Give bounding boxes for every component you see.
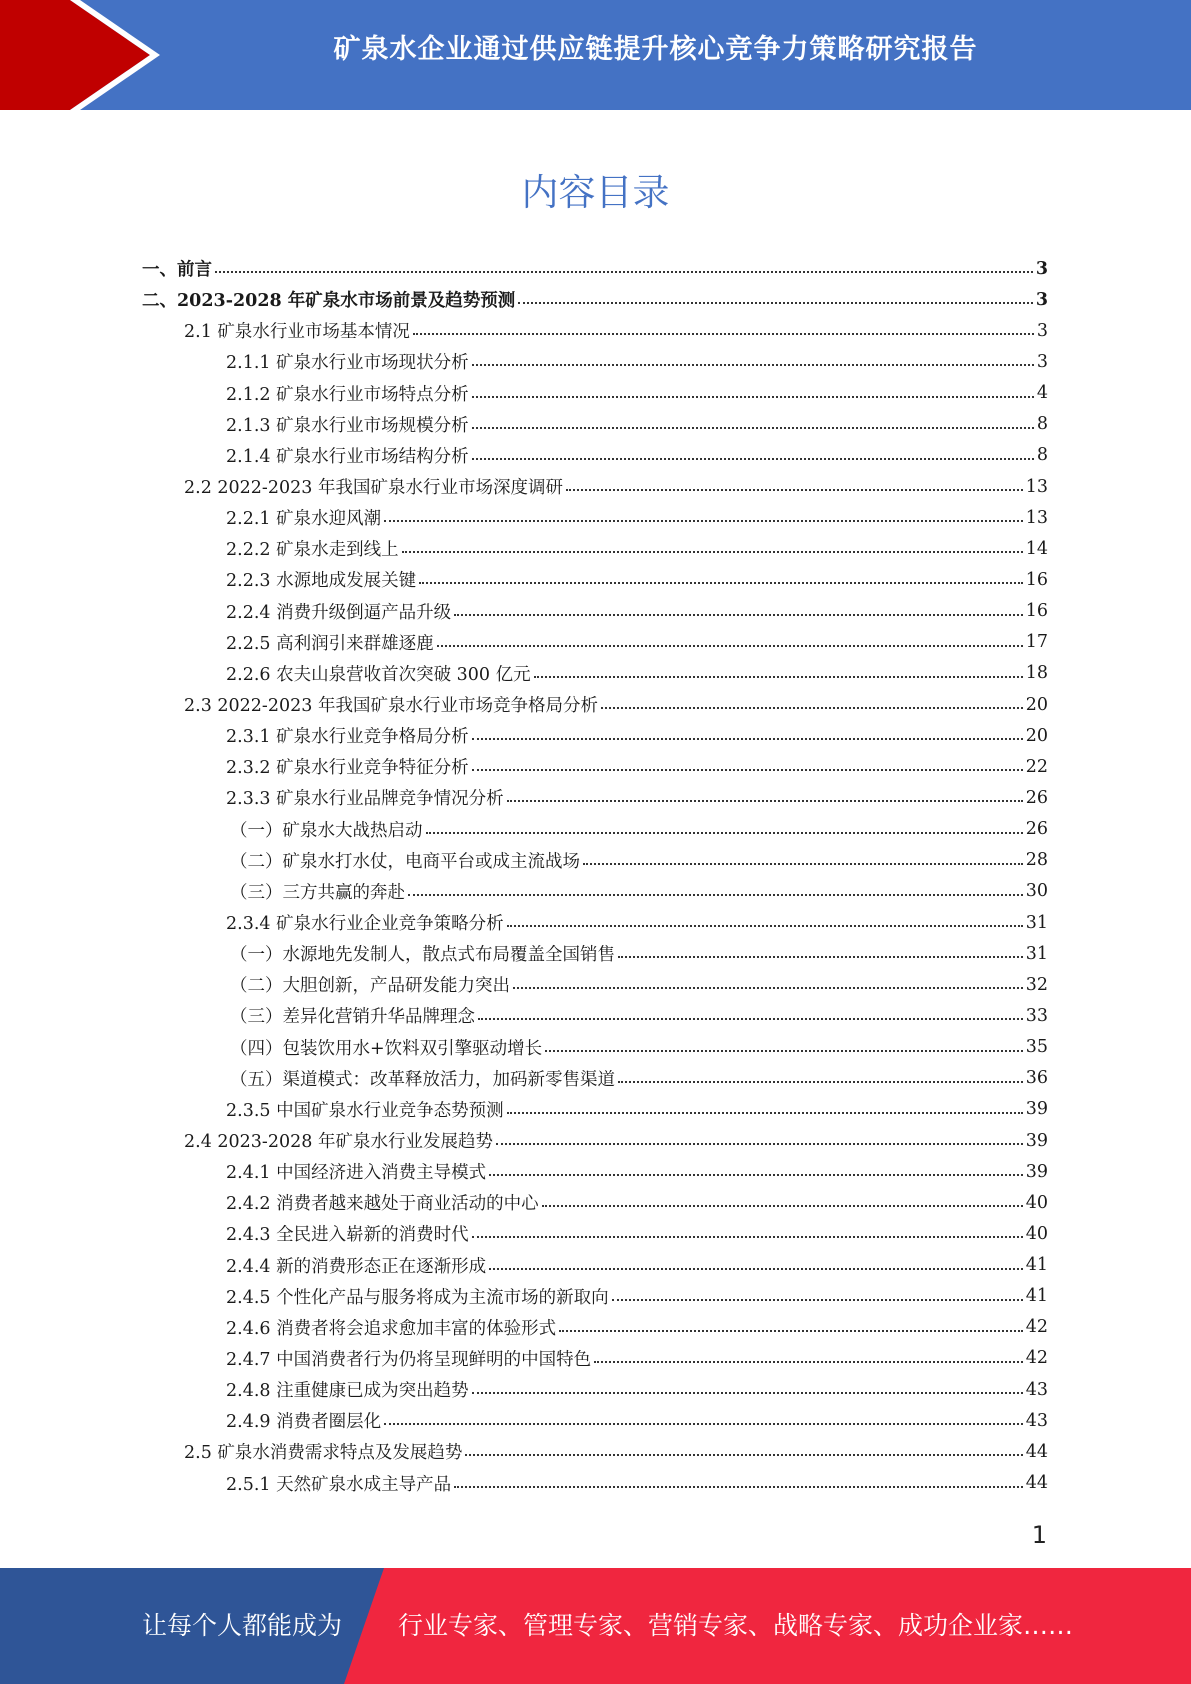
toc-dot-leader <box>472 737 1023 740</box>
toc-entry-page: 3 <box>1036 351 1048 372</box>
report-header <box>0 0 1191 110</box>
toc-entry-label: 2.2 2022-2023 年我国矿泉水行业市场深度调研 <box>184 478 563 499</box>
toc-dot-leader <box>513 986 1023 989</box>
toc-entry[interactable] <box>142 782 1048 813</box>
toc-entry-label: （三）差异化营销升华品牌理念 <box>230 1007 475 1028</box>
toc-entry-label: （二）大胆创新，产品研发能力突出 <box>230 976 510 997</box>
toc-entry-page: 41 <box>1025 1286 1048 1307</box>
toc-entry-label: 2.4.6 消费者将会追求愈加丰富的体验形式 <box>226 1318 557 1339</box>
toc-dot-leader <box>384 519 1023 522</box>
toc-entry-label: （一）矿泉水大战热启动 <box>230 820 423 841</box>
toc-dot-leader <box>594 1360 1023 1363</box>
toc-entry-label: 2.1.1 矿泉水行业市场现状分析 <box>226 353 469 374</box>
toc-entry-label: 2.1.2 矿泉水行业市场特点分析 <box>226 384 469 405</box>
toc-entry-page: 20 <box>1025 725 1048 746</box>
toc-entry[interactable] <box>142 502 1048 533</box>
toc-entry-page: 3 <box>1035 258 1048 279</box>
toc-entry-label: 2.3.1 矿泉水行业竞争格局分析 <box>226 727 469 748</box>
toc-entry[interactable] <box>142 876 1048 907</box>
toc-entry-label: 一、前言 <box>142 260 212 281</box>
toc-entry-label: （一）水源地先发制人，散点式布局覆盖全国销售 <box>230 945 615 966</box>
toc-entry[interactable] <box>142 1312 1048 1343</box>
toc-entry-page: 43 <box>1025 1410 1048 1431</box>
toc-entry-page: 3 <box>1036 320 1048 341</box>
toc-entry-label: 2.3.2 矿泉水行业竞争特征分析 <box>226 758 469 779</box>
toc-dot-leader <box>402 550 1023 553</box>
toc-entry-page: 30 <box>1025 881 1048 902</box>
toc-dot-leader <box>618 955 1023 958</box>
toc-entry[interactable] <box>142 907 1048 938</box>
toc-entry[interactable] <box>142 1187 1048 1218</box>
toc-entry-label: 2.2.2 矿泉水走到线上 <box>226 540 399 561</box>
toc-dot-leader <box>545 1049 1023 1052</box>
toc-entry-page: 17 <box>1025 632 1048 653</box>
toc-entry-label: 2.2.1 矿泉水迎风潮 <box>226 509 382 530</box>
toc-dot-leader <box>601 706 1023 709</box>
toc-entry-page: 22 <box>1025 756 1048 777</box>
toc-entry-page: 13 <box>1025 476 1048 497</box>
toc-entry-page: 4 <box>1036 383 1048 404</box>
toc-entry-page: 42 <box>1025 1317 1048 1338</box>
toc-entry[interactable] <box>142 533 1048 564</box>
toc-heading: 内容目录 <box>521 171 670 214</box>
toc-entry-label: 2.2.5 高利润引来群雄逐鹿 <box>226 633 434 654</box>
toc-entry-label: 2.4.1 中国经济进入消费主导模式 <box>226 1163 487 1184</box>
toc-entry[interactable] <box>142 1405 1048 1436</box>
footer-slogan-right: 行业专家、管理专家、营销专家、战略专家、成功企业家…… <box>398 1611 1074 1640</box>
toc-entry-page: 36 <box>1025 1068 1048 1089</box>
toc-entry-label: 2.4.8 注重健康已成为突出趋势 <box>226 1381 469 1402</box>
toc-dot-leader <box>489 1267 1023 1270</box>
toc-entry-label: （五）渠道模式：改革释放活力，加码新零售渠道 <box>230 1069 615 1090</box>
toc-entry-label: 2.4.5 个性化产品与服务将成为主流市场的新取向 <box>226 1287 609 1308</box>
toc-entry[interactable] <box>142 596 1048 627</box>
toc-dot-leader <box>496 1142 1023 1145</box>
toc-entry[interactable] <box>142 253 1048 284</box>
toc-entry-page: 3 <box>1035 289 1048 310</box>
toc-dot-leader <box>426 831 1023 834</box>
toc-entry-label: 2.1.3 矿泉水行业市场规模分析 <box>226 415 469 436</box>
toc-dot-leader <box>472 457 1034 460</box>
toc-entry-label: （二）矿泉水打水仗，电商平台或成主流战场 <box>230 851 580 872</box>
page-number: 1 <box>1031 1521 1047 1549</box>
toc-entry[interactable] <box>142 1156 1048 1187</box>
toc-entry-label: 2.3 2022-2023 年我国矿泉水行业市场竞争格局分析 <box>184 696 598 717</box>
toc-entry[interactable] <box>142 440 1048 471</box>
toc-dot-leader <box>618 1080 1023 1083</box>
toc-dot-leader <box>215 270 1033 273</box>
toc-entry-page: 43 <box>1025 1379 1048 1400</box>
footer-slogan-left: 让每个人都能成为 <box>142 1611 343 1640</box>
toc-entry-label: 2.3.3 矿泉水行业品牌竞争情况分析 <box>226 789 504 810</box>
toc-dot-leader <box>465 1453 1022 1456</box>
toc-entry-page: 33 <box>1025 1005 1048 1026</box>
toc-entry[interactable] <box>142 751 1048 782</box>
toc-entry[interactable] <box>142 1250 1048 1281</box>
toc-dot-leader <box>454 1485 1023 1488</box>
toc-entry-label: 2.1.4 矿泉水行业市场结构分析 <box>226 446 469 467</box>
toc-entry-page: 26 <box>1025 787 1048 808</box>
toc-entry[interactable] <box>142 1032 1048 1063</box>
toc-entry[interactable] <box>142 1343 1048 1374</box>
toc-dot-leader <box>518 301 1033 304</box>
toc-dot-leader <box>542 1204 1023 1207</box>
toc-entry[interactable] <box>142 720 1048 751</box>
toc-entry-page: 8 <box>1036 445 1048 466</box>
toc-entry-page: 31 <box>1025 912 1048 933</box>
toc-entry-label: （四）包装饮用水+饮料双引擎驱动增长 <box>230 1038 543 1059</box>
toc-entry-page: 8 <box>1036 414 1048 435</box>
toc-dot-leader <box>559 1329 1023 1332</box>
toc-entry-page: 35 <box>1025 1037 1048 1058</box>
toc-entry-label: 2.4.9 消费者圈层化 <box>226 1412 382 1433</box>
toc-entry-page: 39 <box>1025 1099 1048 1120</box>
toc-dot-leader <box>566 488 1023 491</box>
toc-entry-label: 2.5.1 天然矿泉水成主导产品 <box>226 1474 452 1495</box>
toc-entry-page: 44 <box>1025 1441 1048 1462</box>
toc-entry[interactable] <box>142 346 1048 377</box>
toc-entry-label: 2.2.3 水源地成发展关键 <box>226 571 417 592</box>
toc-dot-leader <box>507 924 1023 927</box>
toc-entry-page: 16 <box>1025 569 1048 590</box>
toc-dot-leader <box>472 426 1034 429</box>
toc-entry[interactable] <box>142 689 1048 720</box>
toc-entry[interactable] <box>142 845 1048 876</box>
table-of-contents <box>142 253 1048 1499</box>
toc-dot-leader <box>413 332 1034 335</box>
toc-entry-label: 2.1 矿泉水行业市场基本情况 <box>184 322 410 343</box>
toc-entry[interactable] <box>142 315 1048 346</box>
toc-entry[interactable] <box>142 409 1048 440</box>
toc-dot-leader <box>408 893 1023 896</box>
toc-entry-label: 2.4.3 全民进入崭新的消费时代 <box>226 1225 469 1246</box>
toc-entry[interactable] <box>142 969 1048 1000</box>
toc-entry[interactable] <box>142 1063 1048 1094</box>
toc-dot-leader <box>472 1235 1023 1238</box>
toc-entry-label: 2.2.4 消费升级倒逼产品升级 <box>226 602 452 623</box>
toc-entry-label: 2.4.4 新的消费形态正在逐渐形成 <box>226 1256 487 1277</box>
toc-entry-label: 2.5 矿泉水消费需求特点及发展趋势 <box>184 1443 463 1464</box>
toc-entry-page: 40 <box>1025 1192 1048 1213</box>
toc-dot-leader <box>437 644 1023 647</box>
toc-dot-leader <box>507 799 1023 802</box>
toc-dot-leader <box>612 1298 1023 1301</box>
toc-entry-page: 26 <box>1025 819 1048 840</box>
toc-entry-page: 32 <box>1025 974 1048 995</box>
toc-entry-page: 18 <box>1025 663 1048 684</box>
toc-entry-label: （三）三方共赢的奔赴 <box>230 882 405 903</box>
toc-dot-leader <box>583 862 1023 865</box>
toc-entry-label: 二、2023-2028 年矿泉水市场前景及趋势预测 <box>142 291 516 312</box>
toc-entry[interactable] <box>142 1000 1048 1031</box>
toc-entry-page: 44 <box>1025 1473 1048 1494</box>
toc-dot-leader <box>472 363 1034 366</box>
toc-entry[interactable] <box>142 564 1048 595</box>
toc-entry[interactable] <box>142 284 1048 315</box>
toc-entry[interactable] <box>142 1218 1048 1249</box>
toc-entry[interactable] <box>142 378 1048 409</box>
toc-entry-label: 2.3.4 矿泉水行业企业竞争策略分析 <box>226 914 504 935</box>
toc-dot-leader <box>472 1391 1023 1394</box>
toc-dot-leader <box>472 768 1023 771</box>
toc-entry-label: 2.4 2023-2028 年矿泉水行业发展趋势 <box>184 1132 493 1152</box>
toc-dot-leader <box>472 395 1034 398</box>
toc-entry[interactable] <box>142 1436 1048 1467</box>
toc-entry-page: 14 <box>1025 538 1048 559</box>
toc-entry-page: 31 <box>1025 943 1048 964</box>
toc-entry-page: 16 <box>1025 601 1048 622</box>
toc-dot-leader <box>534 675 1023 678</box>
toc-dot-leader <box>419 581 1023 584</box>
toc-entry[interactable] <box>142 1125 1048 1156</box>
toc-dot-leader <box>478 1017 1023 1020</box>
toc-entry[interactable] <box>142 938 1048 969</box>
toc-entry-page: 40 <box>1025 1223 1048 1244</box>
toc-dot-leader <box>384 1422 1023 1425</box>
toc-entry-page: 39 <box>1025 1130 1048 1151</box>
toc-entry[interactable] <box>142 627 1048 658</box>
toc-entry[interactable] <box>142 658 1048 689</box>
toc-entry[interactable] <box>142 1467 1048 1498</box>
toc-entry[interactable] <box>142 471 1048 502</box>
toc-entry[interactable] <box>142 1374 1048 1405</box>
toc-entry-page: 42 <box>1025 1348 1048 1369</box>
toc-entry-page: 39 <box>1025 1161 1048 1182</box>
report-title: 矿泉水企业通过供应链提升核心竞争力策略研究报告 <box>333 34 978 65</box>
toc-dot-leader <box>507 1111 1023 1114</box>
toc-entry-page: 13 <box>1025 507 1048 528</box>
toc-entry-page: 28 <box>1025 850 1048 871</box>
toc-entry[interactable] <box>142 814 1048 845</box>
toc-entry-page: 41 <box>1025 1255 1048 1276</box>
toc-entry-label: 2.3.5 中国矿泉水行业竞争态势预测 <box>226 1100 504 1121</box>
toc-entry-label: 2.2.6 农夫山泉营收首次突破 300 亿元 <box>226 664 531 685</box>
toc-dot-leader <box>454 613 1023 616</box>
report-footer <box>0 1568 1191 1684</box>
toc-dot-leader <box>489 1173 1023 1176</box>
toc-entry-label: 2.4.2 消费者越来越处于商业活动的中心 <box>226 1194 539 1215</box>
toc-entry-label: 2.4.7 中国消费者行为仍将呈现鲜明的中国特色 <box>226 1349 592 1370</box>
toc-entry-page: 20 <box>1025 694 1048 715</box>
toc-entry[interactable] <box>142 1281 1048 1312</box>
toc-entry[interactable] <box>142 1094 1048 1125</box>
